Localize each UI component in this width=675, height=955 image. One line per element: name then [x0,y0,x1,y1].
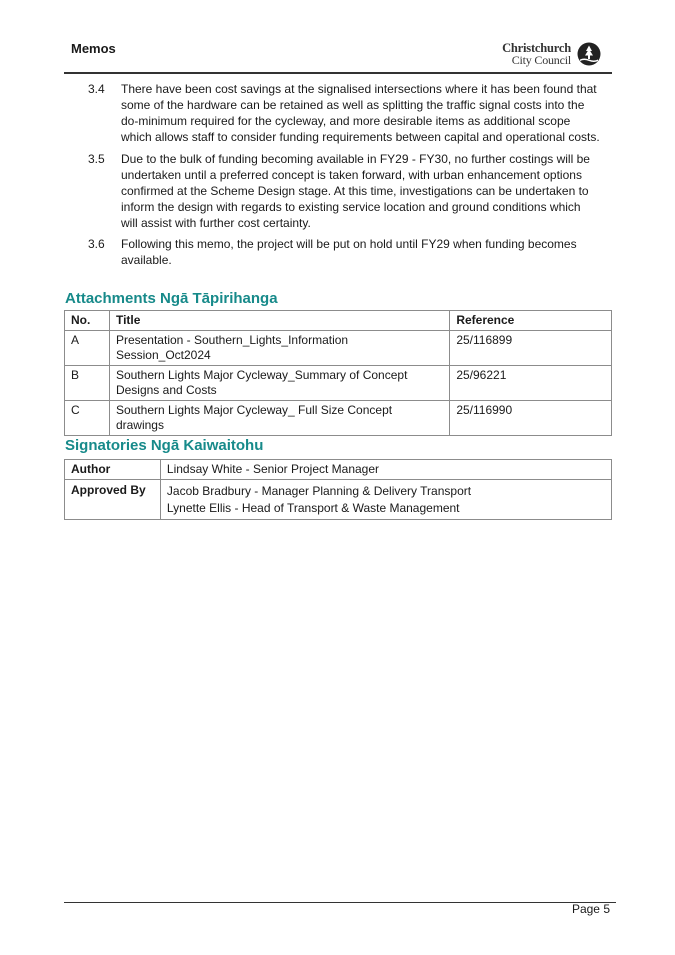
table-row [65,401,612,436]
attachment-reference: 25/116990 [450,401,612,436]
header-title: Memos [71,41,116,56]
attachment-no: B [65,366,110,401]
logo-line-1: Christchurch [502,41,571,55]
paragraph-text: Due to the bulk of funding becoming available in FY29 - FY30, no further costings will be undertaken until a preferred concept is taken forward, with urban enhancement options confirmed at the Scheme Design stage. At this time, investigations can be undertaken to inform the design with regards to existing service location and ground conditions which will assist with further cost certainty. [121,152,590,230]
attachments-heading: Attachments Ngā Tāpirihanga [65,290,278,307]
paragraph-3-4 [88,81,600,145]
approved-by-value [160,480,611,520]
table-row [65,480,612,520]
column-header-no: No. [65,311,110,331]
header-rule [64,72,612,74]
attachment-title: Southern Lights Major Cycleway_ Full Size Concept drawings [109,401,449,436]
council-logo [497,42,601,66]
attachment-reference: 25/96221 [450,366,612,401]
paragraph-number: 3.6 [88,237,105,251]
table-row [65,366,612,401]
page-number: Page 5 [571,902,610,916]
logo-line-2: City Council [511,53,571,67]
attachment-no: A [65,331,110,366]
paragraph-text: There have been cost savings at the signalised intersections where it has been found that some of the hardware can be retained as well as splitting the traffic signal costs into the do-minimum required for the cycleway, and more desirable items as additional scope which allows staff to consider funding requirements between capital and operational costs. [121,82,600,144]
table-row [65,460,612,480]
column-header-reference: Reference [450,311,612,331]
attachment-no: C [65,401,110,436]
approver-1: Jacob Bradbury - Manager Planning & Delivery Transport [166,484,472,498]
approver-2: Lynette Ellis - Head of Transport & Waste Management [166,501,460,515]
paragraph-number: 3.5 [88,152,105,166]
attachments-header-row [65,311,612,331]
author-value: Lindsay White - Senior Project Manager [160,460,611,480]
table-row [65,331,612,366]
paragraph-text: Following this memo, the project will be put on hold until FY29 when funding becomes available. [121,237,577,267]
footer-rule [64,902,616,903]
attachment-title: Southern Lights Major Cycleway_Summary of Concept Designs and Costs [109,366,449,401]
author-label: Author [65,460,161,480]
paragraph-3-5 [88,151,600,231]
attachment-title: Presentation - Southern_Lights_Information Session_Oct2024 [109,331,449,366]
attachments-table [64,310,612,436]
column-header-title: Title [109,311,449,331]
attachment-reference: 25/116899 [450,331,612,366]
council-tree-emblem-icon [577,42,601,66]
paragraph-number: 3.4 [88,82,105,96]
signatories-table [64,459,612,520]
approved-by-label: Approved By [65,480,161,520]
paragraph-3-6 [88,236,600,268]
signatories-heading: Signatories Ngā Kaiwaitohu [65,437,264,454]
